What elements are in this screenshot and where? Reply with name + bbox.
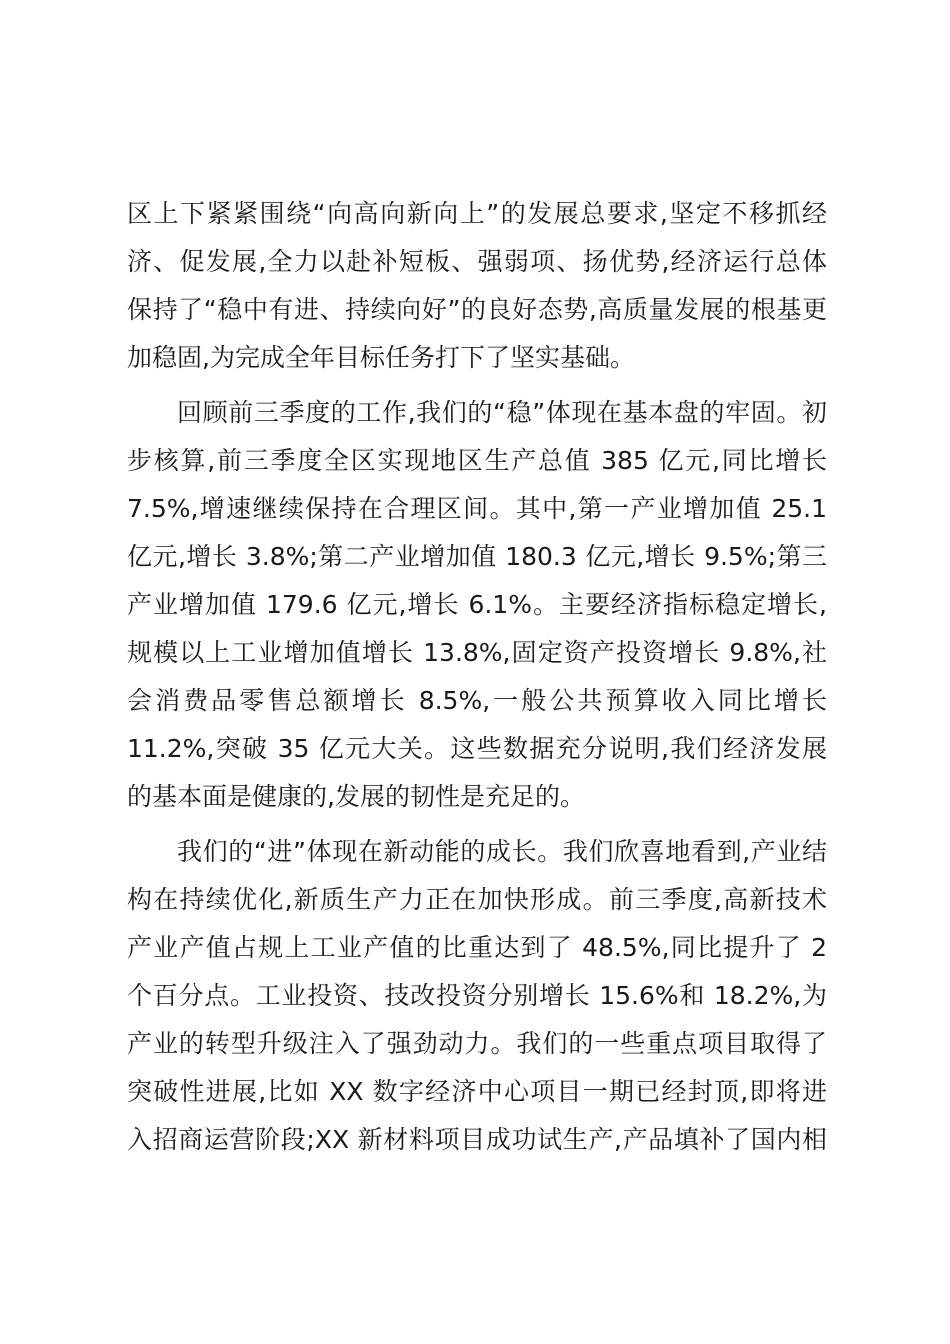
text-line: 构在持续优化,新质生产力正在加快形成。前三季度,高新技术 — [127, 885, 827, 914]
text-line: 会消费品零售总额增长 8.5%,一般公共预算收入同比增长 — [127, 686, 827, 715]
text-line: 7.5%,增速继续保持在合理区间。其中,第一产业增加值 25.1 — [127, 494, 827, 523]
paragraph-first-line: 回顾前三季度的工作,我们的“稳”体现在基本盘的牢固。初 — [177, 398, 827, 427]
text-line: 区上下紧紧围绕“向高向新向上”的发展总要求,坚定不移抓经 — [127, 199, 827, 228]
text-line: 济、促发展,全力以赴补短板、强弱项、扬优势,经济运行总体 — [127, 247, 827, 276]
text-line: 产业的转型升级注入了强劲动力。我们的一些重点项目取得了 — [127, 1029, 827, 1058]
text-line: 个百分点。工业投资、技改投资分别增长 15.6%和 18.2%,为 — [127, 981, 827, 1010]
paragraph-first-line: 我们的“进”体现在新动能的成长。我们欣喜地看到,产业结 — [177, 837, 827, 866]
text-line: 产业增加值 179.6 亿元,增长 6.1%。主要经济指标稳定增长, — [127, 590, 827, 619]
text-line: 的基本面是健康的,发展的韧性是充足的。 — [127, 782, 585, 811]
text-line: 产业产值占规上工业产值的比重达到了 48.5%,同比提升了 2 — [127, 933, 827, 962]
text-line: 规模以上工业增加值增长 13.8%,固定资产投资增长 9.8%,社 — [127, 638, 827, 667]
text-line: 入招商运营阶段;XX 新材料项目成功试生产,产品填补了国内相 — [127, 1125, 827, 1154]
text-line: 突破性进展,比如 XX 数字经济中心项目一期已经封顶,即将进 — [127, 1077, 827, 1106]
text-line: 亿元,增长 3.8%;第二产业增加值 180.3 亿元,增长 9.5%;第三 — [127, 542, 827, 571]
text-line: 11.2%,突破 35 亿元大关。这些数据充分说明,我们经济发展 — [127, 734, 827, 763]
text-line: 步核算,前三季度全区实现地区生产总值 385 亿元,同比增长 — [127, 446, 827, 475]
text-line: 加稳固,为完成全年目标任务打下了坚实基础。 — [127, 343, 635, 372]
text-line: 保持了“稳中有进、持续向好”的良好态势,高质量发展的根基更 — [127, 295, 827, 324]
